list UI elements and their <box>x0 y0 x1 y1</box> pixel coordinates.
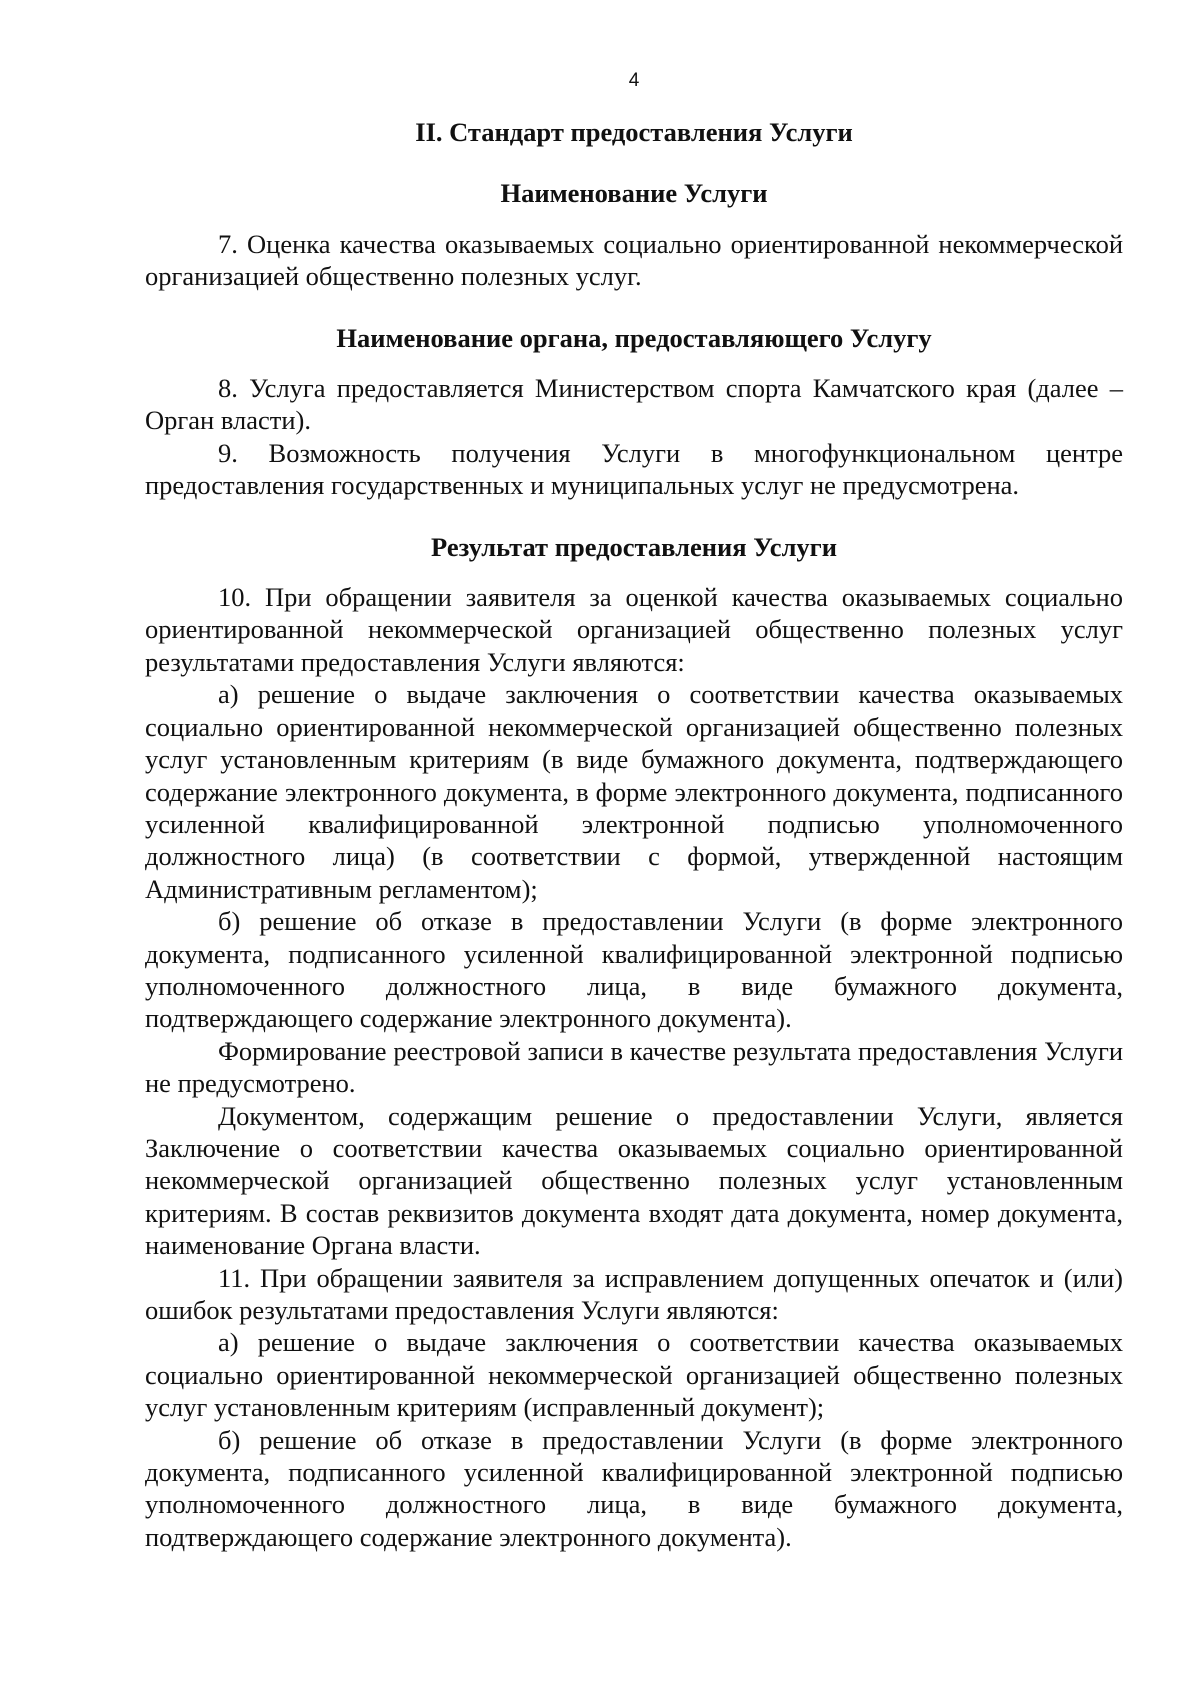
heading-service-result: Результат предоставления Услуги <box>431 531 837 562</box>
paragraph-11-a: а) решение о выдаче заключения о соответствии качества оказываемых социально ориентированной некоммерческой организацией общественно полезных услуг установленным критериям (исправленный документ); <box>145 1327 1123 1423</box>
page-content <box>145 116 1123 1553</box>
paragraph-9: 9. Возможность получения Услуги в многофункциональном центре предоставления государственных и муниципальных услуг не предусмотрена. <box>145 437 1123 501</box>
heading-service-authority: Наименование органа, предоставляющего Услугу <box>336 322 932 353</box>
paragraph-registry-record: Формирование реестровой записи в качестве результата предоставления Услуги не предусмотрено. <box>145 1035 1123 1099</box>
page-number: 4 <box>628 70 640 91</box>
heading-service-name: Наименование Услуги <box>500 178 768 209</box>
paragraph-10: 10. При обращении заявителя за оценкой качества оказываемых социально ориентированной некоммерческой организацией общественно полезных услуг результатами предоставления Услуги являются: <box>145 582 1123 677</box>
paragraph-11: 11. При обращении заявителя за исправлением допущенных опечаток и (или) ошибок результатами предоставления Услуги являются: <box>145 1262 1123 1325</box>
paragraph-result-document: Документом, содержащим решение о предоставлении Услуги, является Заключение о соответствии качества оказываемых социально ориентированной некоммерческой организацией общественно полезных услуг установленным критериям. В состав реквизитов документа входят дата документа, номер документа, наименование Органа власти. <box>145 1100 1123 1261</box>
paragraph-8: 8. Услуга предоставляется Министерством спорта Камчатского края (далее – Орган власти). <box>145 373 1123 436</box>
paragraph-11-b: б) решение об отказе в предоставлении Услуги (в форме электронного документа, подписанного усиленной квалифицированной электронной подписью уполномоченного должностного лица, в виде бумажного документа, подтверждающего содержание электронного документа). <box>145 1424 1123 1552</box>
section-title: II. Стандарт предоставления Услуги <box>415 117 853 147</box>
paragraph-7: 7. Оценка качества оказываемых социально ориентированной некоммерческой организацией общественно полезных услуг. <box>145 228 1123 292</box>
paragraph-10-a: а) решение о выдаче заключения о соответствии качества оказываемых социально ориентированной некоммерческой организацией общественно полезных услуг установленным критериям (в виде бумажного документа, подтверждающего содержание электронного документа, в форме электронного документа, подписанного усиленной квалифицированной электронной подписью уполномоченного должностного лица) (в соответствии с формой, утвержденной настоящим Административным регламентом); <box>145 679 1123 904</box>
paragraph-10-b: б) решение об отказе в предоставлении Услуги (в форме электронного документа, подписанного усиленной квалифицированной электронной подписью уполномоченного должностного лица, в виде бумажного документа, подтверждающего содержание электронного документа). <box>145 906 1123 1034</box>
